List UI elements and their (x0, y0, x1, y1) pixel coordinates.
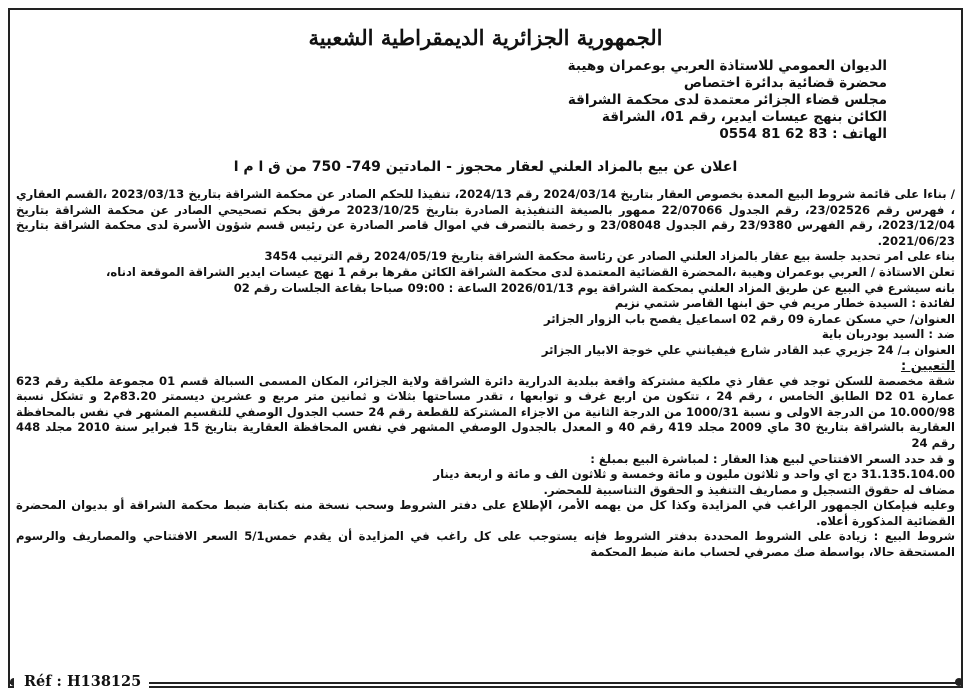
office-line-4: الكائن بنهج عيسات ايدير، رقم 01، الشراقة (601, 109, 887, 125)
paragraph-beneficiary-address: العنوان/ حي مسكن عمارة 09 رقم 02 اسماعيل يفصح باب الزوار الجزائر (543, 311, 955, 326)
paragraph-debtor: ضد : السيد بودربان باية (821, 327, 955, 342)
designation-heading: التعيين : (900, 358, 955, 374)
republic-heading: الجمهورية الجزائرية الديمقراطية الشعبية (308, 25, 663, 50)
office-line-1: الديوان العمومي للاستاذة العربي بوعمران وهيبة (567, 58, 887, 74)
paragraph-consultation: وعليه فبإمكان الجمهور الراغب في المزايدة وكذا كل من يهمه الأمر، الإطلاع على دفتر الشروط وسحب نسخة منه بكتابة ضبط محكمة الشراقة أو بديوان المحضرة القضائية المذكورة أعلاه. (16, 498, 955, 528)
paragraph-opening-price: 31.135.104.00 دج اي واحد و ثلاثون مليون و مائة وخمسة و ثلاثون الف و مائة و اربعة دينار (433, 467, 955, 482)
rule-end-dot-right (955, 678, 963, 686)
reference-footer (10, 673, 963, 691)
paragraph-sale-terms: شروط البيع : زيادة على الشروط المحددة بدفتر الشروط فإنه يستوجب على كل راغب في المزايدة أن يقدم خمس5/1 السعر الافتتاحي والمصاريف والرسوم المستحقة حالا، بواسطة صك مصرفي لحساب مانة ضبط المحكمة (16, 529, 955, 560)
office-phone-line (16, 126, 887, 143)
paragraph-beneficiary: لفائدة : السيدة خطار مريم في حق ابنها القاصر شتمي نزيم (614, 296, 955, 311)
footer-rule (10, 682, 963, 684)
legal-notice (12, 24, 959, 672)
paragraph-conditions: / بناءا على قائمة شروط البيع المعدة بخصوص العقار بتاريخ 2024/03/14 رقم 2024/13، تنفيذا للحكم الصادر عن محكمة الشراقة بتاريخ 2023/03/13 ،القسم العقاري ، فهرس رقم 23/02526، رقم الجدول 22/07066 ممهور بالصيغة التنفيذية الصادرة بتاريخ 2023/10/25 مرفق بحكم تصحيحي الصادر عن محكمة الشراقة بتاريخ 2023/12/04، رقم الفهرس 23/9380 رقم الجدول 23/08048 و رخصة بالتصرف في اموال قاصر الصادرة عن رئيس قسم شؤون الأسرة لدى محكمة الشراقة بتاريخ 2021/06/23. (16, 187, 956, 248)
bailiff-office-block (16, 58, 955, 143)
phone-label: الهاتف : (827, 126, 887, 142)
paragraph-property-description: شقة مخصصة للسكن توجد في عقار ذي ملكية مشتركة واقعة ببلدية الدرارية دائرة الشراقة ولاية الجزائر، المكان المسمى السبالة قسم 01 مجموعة ملكية رقم 623 عمارة D2 01 الطابق الخامس ، رقم 24 ، تتكون من اربع غرف و توابعها ، تقدر مساحتها بثلاث و ثمانين متر مربع و عشرين ديسمتر 83.20م2 و تشكل نسبة 10.000/98 من الدرجة الاولى و نسبة 1000/31 من الدرجة الثانية من الاجزاء المشتركة للقطعة رقم 24 حسب الجدول الوصفي للتقسيم المشهر في نفس بالمحافظة العقارية بالشراقة بتاريخ 30 ماي 2009 مجلد 419 رقم 40 و المعدل بالجدول الوصفي المشهر في نفس المحافظة العقارية بتاريخ 15 فبراير سنة 2010 مجلد 448 رقم 24 (16, 373, 956, 450)
auction-notice-title: اعلان عن بيع بالمزاد العلني لعقار محجوز - المادتين 749- 750 من ق ا م ا (233, 159, 738, 175)
paragraph-sale-date: بانه سيشرع في البيع عن طريق المزاد العلني بمحكمة الشراقة يوم 2026/01/13 الساعة : 09:00 صباحا بقاعة الجلسات رقم 02 (233, 280, 955, 295)
paragraph-opening-price-intro: و قد حدد السعر الافتتاحي لبيع هذا العقار : لمباشرة البيع بمبلغ : (590, 451, 955, 466)
office-line-2: محضرة قضائية بدائرة اختصاص (683, 75, 887, 91)
paragraph-announcement: تعلن الاستاذة / العربي بوعمران وهيبة ،المحضرة القضائية المعتمدة لدى محكمة الشراقة الكائن مقرها برقم 1 نهج عيسات ايدير الشراقة الموقعة ادناه، (106, 264, 955, 279)
paragraph-fees: مضاف له حقوق التسجيل و مصاريف التنفيذ و الحقوق التناسبية للمحضر. (543, 482, 955, 497)
reference-code: Réf : H138125 (14, 673, 149, 691)
office-line-3: مجلس قضاء الجزائر معتمدة لدى محكمة الشراقة (567, 92, 887, 108)
paragraph-debtor-address: العنوان بـ/ 24 جزيري عبد القادر شارع فيفيانني علي خوجة الابيار الجزائر (541, 342, 955, 357)
paragraph-hearing-order: بناء على امر تحديد جلسة بيع عقار بالمزاد العلني الصادر عن رئاسة محكمة الشراقة بتاريخ 2024/05/19 رقم الترتيب 3454 (264, 249, 955, 264)
phone-number: 0554 81 62 83 (719, 126, 828, 142)
notice-body (16, 187, 955, 561)
